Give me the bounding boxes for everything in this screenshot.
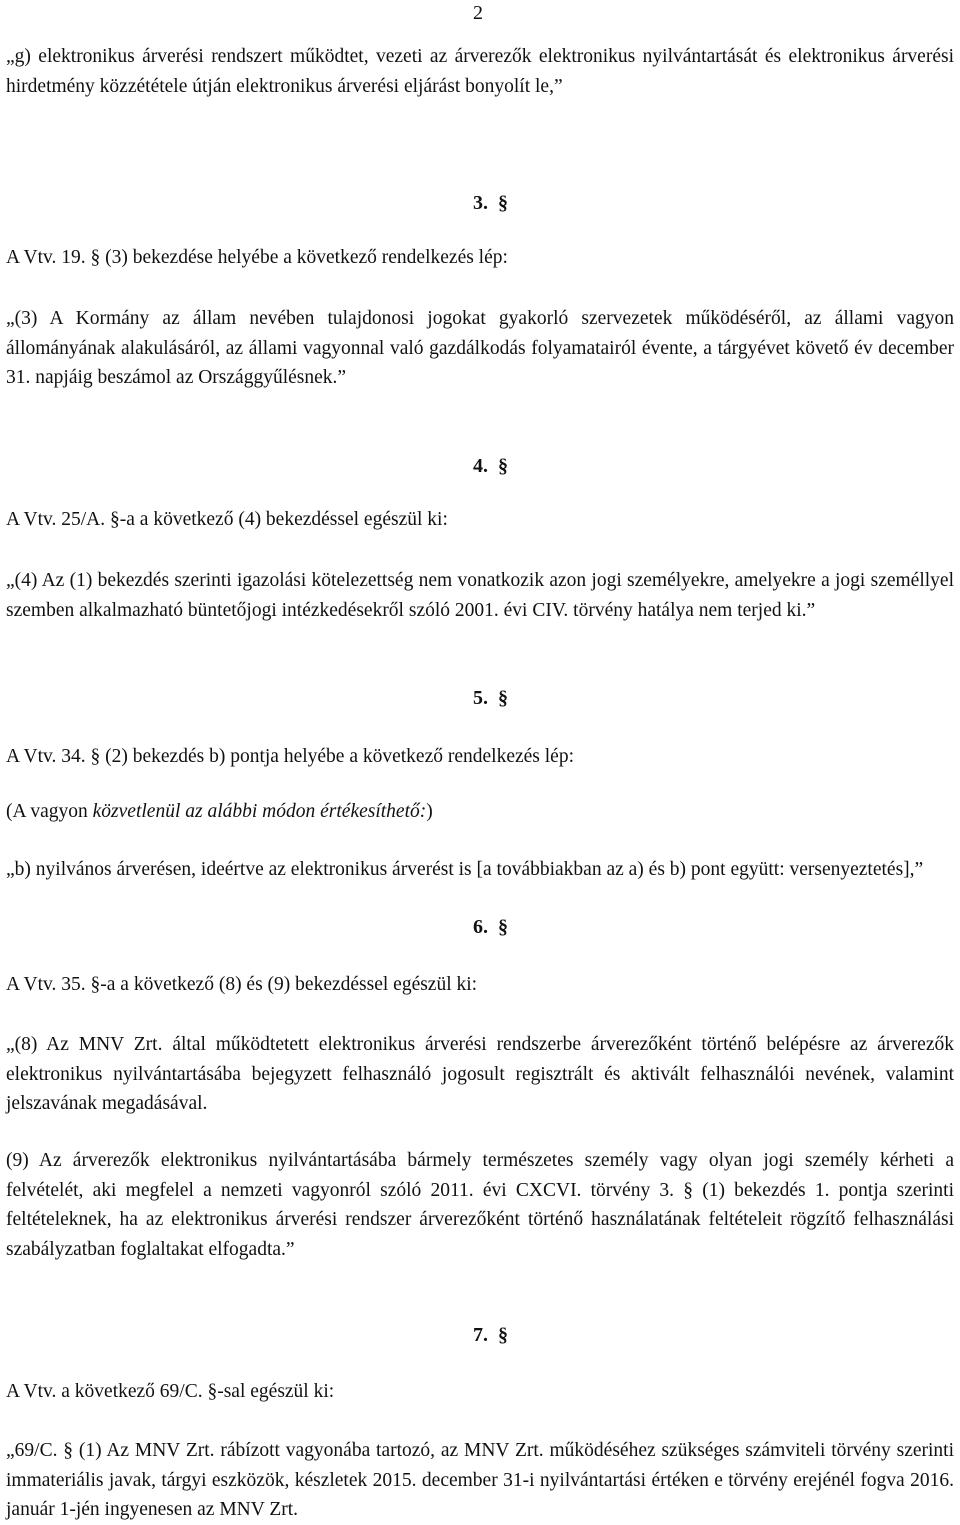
section-6-text-9: (9) Az árverezők elektronikus nyilvántartásába bármely természetes személy vagy olyan jogi személy kérheti a felvételét, aki megfelel a nemzeti vagyonról szóló 2011. évi CXCVI. törvény 3. § (1) bekezdés 1. pontja szerinti feltételeknek, ha az elektronikus árverési rendszer árverezőként történő használatának feltételeit rögzítő felhasználási szabályzatban foglaltakat elfogadta.”	[6, 1150, 954, 1260]
section-3-intro: A Vtv. 19. § (3) bekezdése helyébe a következő rendelkezés lép:	[6, 247, 508, 268]
context-open: (A vagyon	[6, 801, 93, 822]
context-close: )	[426, 801, 433, 822]
page-number: 2	[473, 2, 483, 24]
document-page	[6, 0, 954, 1525]
context-italic: közvetlenül az alábbi módon értékesíthető:	[92, 801, 427, 822]
paragraph-g-item: „g) elektronikus árverési rendszert működtet, vezeti az árverezők elektronikus nyilvántartását és elektronikus árverési hirdetmény közzététele útján elektronikus árverési eljárást bonyolít le,”	[6, 46, 954, 97]
section-5-intro: A Vtv. 34. § (2) bekezdés b) pontja helyébe a következő rendelkezés lép:	[6, 746, 575, 767]
section-4-heading: 4. §	[473, 455, 508, 477]
section-4-intro: A Vtv. 25/A. §-a a következő (4) bekezdéssel egészül ki:	[6, 509, 448, 530]
section-6-heading: 6. §	[473, 916, 508, 938]
section-5-text: „b) nyilvános árverésen, ideértve az elektronikus árverést is [a továbbiakban az a) és b) pont együtt: versenyeztetés],”	[6, 859, 924, 880]
section-3-text: „(3) A Kormány az állam nevében tulajdonosi jogokat gyakorló szervezetek működéséről, az állami vagyon állományának alakulásáról, az állami vagyonnal való gazdálkodás folyamatairól évente, a tárgyévet követő év december 31. napjáig beszámol az Országgyűlésnek.”	[6, 308, 954, 388]
section-3-heading: 3. §	[473, 192, 508, 214]
section-5-heading: 5. §	[473, 687, 508, 709]
section-6-text-8: „(8) Az MNV Zrt. által működtetett elektronikus árverési rendszerbe árverezőként történő belépésre az árverezők elektronikus nyilvántartásába bejegyzett felhasználó jogosult regisztrált és aktivált felhasználói nevének, valamint jelszavának megadásával.	[6, 1034, 954, 1114]
section-5-context	[6, 797, 954, 827]
section-4-text: „(4) Az (1) bekezdés szerinti igazolási kötelezettség nem vonatkozik azon jogi személyekre, amelyekre a jogi személlyel szemben alkalmazható büntetőjogi intézkedésekről szóló 2001. évi CIV. törvény hatálya nem terjed ki.”	[6, 570, 954, 621]
section-7-text: „69/C. § (1) Az MNV Zrt. rábízott vagyonába tartozó, az MNV Zrt. működéséhez szükséges számviteli törvény szerinti immateriális javak, tárgyi eszközök, készletek 2015. december 31-i nyilvántartási értéken e törvény erejénél fogva 2016. január 1-jén ingyenesen az MNV Zrt.	[6, 1440, 954, 1520]
section-7-heading: 7. §	[473, 1324, 508, 1346]
section-7-intro: A Vtv. a következő 69/C. §-sal egészül ki:	[6, 1381, 335, 1402]
section-6-intro: A Vtv. 35. §-a a következő (8) és (9) bekezdéssel egészül ki:	[6, 974, 478, 995]
